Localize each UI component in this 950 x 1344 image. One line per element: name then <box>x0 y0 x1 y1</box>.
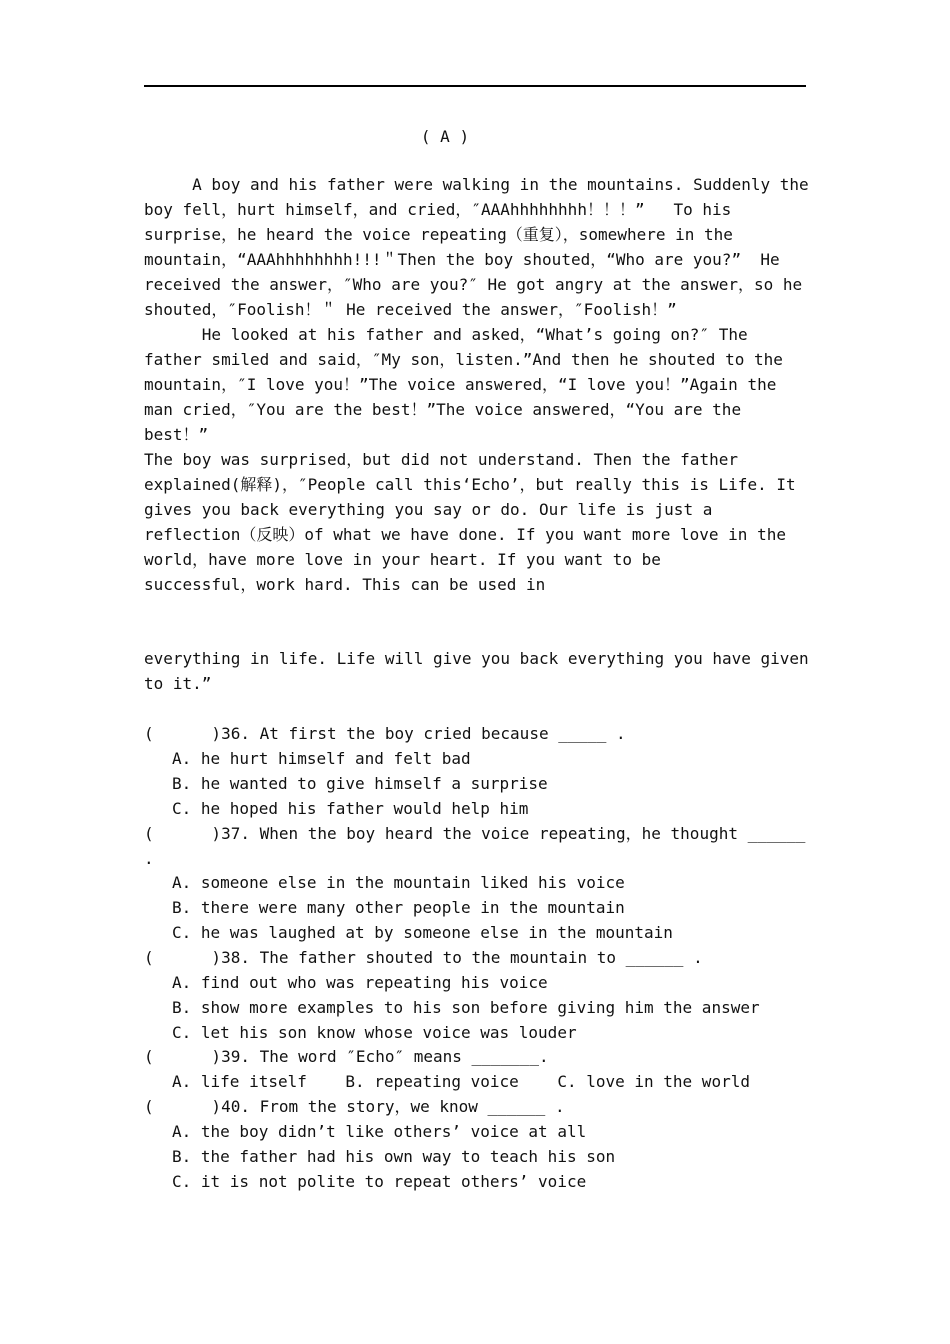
question-39-stem: ( )39. The word ″Echo″ means _______. <box>144 1047 549 1066</box>
section-heading: ( A ) <box>420 127 470 146</box>
question-40-option-b: B. the father had his own way to teach his son <box>172 1147 616 1166</box>
passage-line: everything in life. Life will give you back everything you have given <box>144 649 809 668</box>
question-36-option-b: B. he wanted to give himself a surprise <box>172 774 548 793</box>
question-38-stem: ( )38. The father shouted to the mountain to ______ . <box>144 948 703 967</box>
question-40-option-c: C. it is not polite to repeat others’ voice <box>172 1172 587 1191</box>
passage-line: The boy was surprised，but did not understand. Then the father <box>144 450 738 469</box>
passage-line: mountain，″I love you！”The voice answered，“I love you！”Again the <box>144 375 777 394</box>
question-38-option-a: A. find out who was repeating his voice <box>172 973 548 992</box>
question-39-options: A. life itself B. repeating voice C. love in the world <box>172 1072 750 1091</box>
question-37-option-a: A. someone else in the mountain liked his voice <box>172 873 625 892</box>
passage-line: to it.” <box>144 674 212 693</box>
passage-line: reflection（反映）of what we have done. If you want more love in the <box>144 525 786 544</box>
passage-line: explained(解释)，″People call this‘Echo’，but really this is Life. It <box>144 475 796 494</box>
passage-line: surprise，he heard the voice repeating（重复），somewhere in the <box>144 225 733 244</box>
question-40-stem: ( )40. From the story，we know ______ . <box>144 1097 565 1116</box>
header-rule <box>144 85 806 87</box>
question-38-option-c: C. let his son know whose voice was louder <box>172 1023 577 1042</box>
question-37-stem-continuation: . <box>144 849 154 868</box>
passage-line: A boy and his father were walking in the mountains. Suddenly the <box>144 175 809 194</box>
question-40-option-a: A. the boy didn’t like others’ voice at all <box>172 1122 587 1141</box>
question-37-option-c: C. he was laughed at by someone else in the mountain <box>172 923 673 942</box>
passage-line: He looked at his father and asked，“What’s going on?″ The <box>144 325 748 344</box>
passage-line: gives you back everything you say or do. Our life is just a <box>144 500 713 519</box>
passage-line: mountain，“AAAhhhhhhhh!!!＂Then the boy shouted，“Who are you?” He <box>144 250 780 269</box>
question-38-option-b: B. show more examples to his son before giving him the answer <box>172 998 760 1017</box>
question-37-stem: ( )37. When the boy heard the voice repeating，he thought ______ <box>144 824 806 843</box>
question-36-stem: ( )36. At first the boy cried because _____ . <box>144 724 626 743</box>
question-36-option-a: A. he hurt himself and felt bad <box>172 749 471 768</box>
passage-line: shouted，″Foolish！＂ He received the answer，″Foolish！” <box>144 300 677 319</box>
question-36-option-c: C. he hoped his father would help him <box>172 799 529 818</box>
passage-line: father smiled and said，″My son，listen.”And then he shouted to the <box>144 350 783 369</box>
question-37-option-b: B. there were many other people in the mountain <box>172 898 625 917</box>
passage-line: man cried，″You are the best！”The voice answered，“You are the <box>144 400 742 419</box>
passage-line: received the answer，″Who are you?″ He got angry at the answer，so he <box>144 275 803 294</box>
passage-line: boy fell，hurt himself，and cried，″AAAhhhhhhhh！！！” To his <box>144 200 732 219</box>
passage-line: successful，work hard. This can be used in <box>144 575 546 594</box>
passage-line: best！” <box>144 425 209 444</box>
passage-line: world，have more love in your heart. If you want to be <box>144 550 661 569</box>
